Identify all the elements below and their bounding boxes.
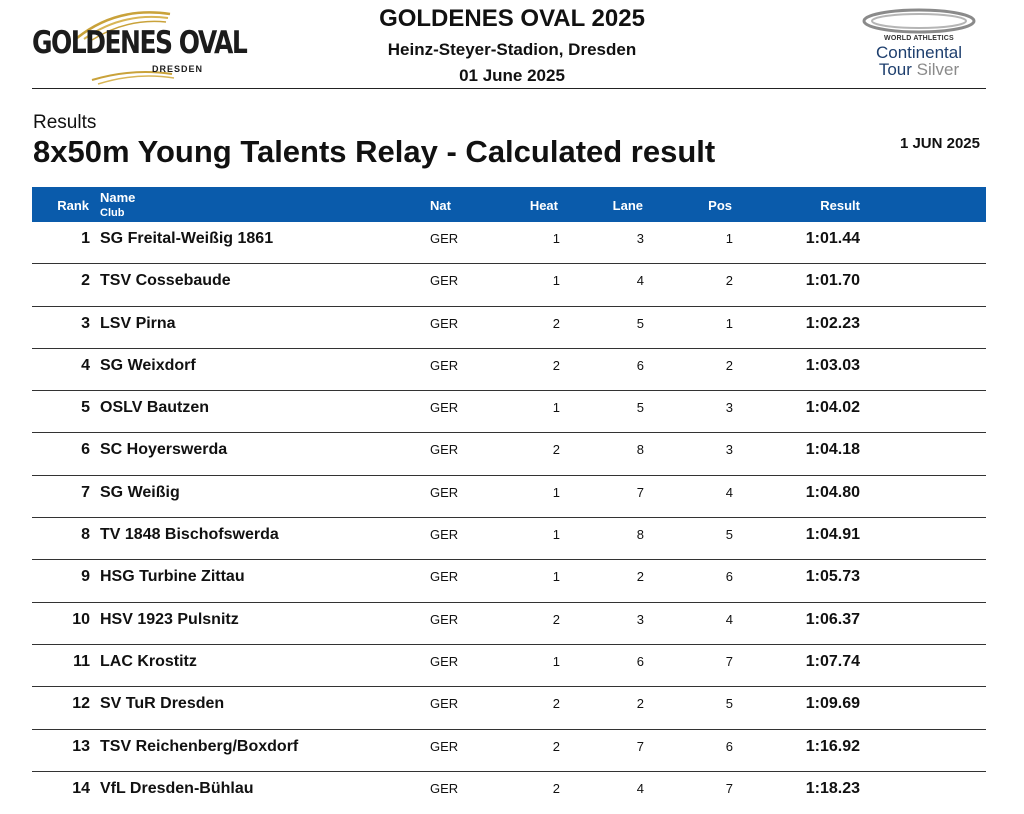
team-name-cell: SC Hoyerswerda <box>100 441 228 459</box>
logo-city-text: DRESDEN <box>151 64 203 74</box>
result-cell: 1:04.18 <box>805 441 860 459</box>
oval-track-icon <box>860 6 978 36</box>
table-row <box>32 476 986 518</box>
table-row <box>32 391 986 433</box>
team-name-cell: SG Weißig <box>100 483 180 501</box>
rank-cell: 8 <box>81 526 90 544</box>
heat-cell: 2 <box>552 442 560 458</box>
heat-cell: 2 <box>552 611 560 627</box>
rank-cell: 2 <box>81 272 90 290</box>
table-row <box>32 645 986 687</box>
nat-cell: GER <box>430 569 459 585</box>
nat-cell: GER <box>430 653 459 669</box>
team-name-cell: VfL Dresden-Bühlau <box>100 779 254 797</box>
nat-cell: GER <box>430 696 459 712</box>
lane-cell: 8 <box>636 527 644 543</box>
rank-cell: 4 <box>81 356 90 374</box>
logo-brand-text: GOLDENES OVAL <box>32 24 247 61</box>
heat-cell: 1 <box>552 400 560 416</box>
pos-cell: 1 <box>725 315 733 331</box>
table-row <box>32 603 986 645</box>
lane-cell: 5 <box>636 400 644 416</box>
tour-word: Tour <box>878 60 912 79</box>
team-name-cell: TV 1848 Bischofswerda <box>100 526 279 544</box>
team-name-cell: HSV 1923 Pulsnitz <box>100 610 239 628</box>
pos-cell: 5 <box>725 696 733 712</box>
rank-cell: 6 <box>81 441 90 459</box>
table-row <box>32 772 986 814</box>
result-cell: 1:04.80 <box>805 483 860 501</box>
nat-cell: GER <box>430 738 459 754</box>
rank-cell: 3 <box>81 314 90 332</box>
wa-label: WORLD ATHLETICS <box>884 35 954 42</box>
event-date: 1 JUN 2025 <box>899 135 980 152</box>
heat-cell: 2 <box>552 357 560 373</box>
pos-cell: 7 <box>725 653 733 669</box>
rank-cell: 10 <box>72 610 90 628</box>
nat-cell: GER <box>430 611 459 627</box>
col-rank: Rank <box>57 198 89 213</box>
rank-cell: 13 <box>72 737 90 755</box>
pos-cell: 3 <box>725 400 733 416</box>
table-row <box>32 518 986 560</box>
result-cell: 1:06.37 <box>805 610 860 628</box>
rank-cell: 5 <box>81 399 90 417</box>
lane-cell: 5 <box>636 315 644 331</box>
pos-cell: 7 <box>725 780 733 796</box>
col-pos: Pos <box>708 198 732 213</box>
rank-cell: 7 <box>81 483 90 501</box>
meeting-venue: Heinz-Steyer-Stadion, Dresden <box>387 40 637 59</box>
heat-cell: 1 <box>552 484 560 500</box>
team-name-cell: SG Freital-Weißig 1861 <box>100 230 274 247</box>
section-label: Results <box>33 112 97 133</box>
rank-cell: 12 <box>72 695 90 713</box>
rank-cell: 11 <box>73 652 90 670</box>
pos-cell: 6 <box>725 569 733 585</box>
heat-cell: 1 <box>552 273 560 289</box>
header-divider <box>32 88 986 89</box>
heat-cell: 1 <box>552 231 560 246</box>
result-cell: 1:03.03 <box>805 356 860 374</box>
rank-cell: 1 <box>81 230 90 247</box>
lane-cell: 2 <box>636 569 644 585</box>
heat-cell: 1 <box>552 569 560 585</box>
table-row <box>32 560 986 602</box>
nat-cell: GER <box>430 442 459 458</box>
meeting-title: GOLDENES OVAL 2025 <box>379 5 645 32</box>
lane-cell: 4 <box>636 273 644 289</box>
col-lane: Lane <box>612 198 643 213</box>
col-nat: Nat <box>430 198 451 213</box>
team-name-cell: SG Weixdorf <box>100 356 196 374</box>
result-cell: 1:09.69 <box>805 695 860 713</box>
lane-cell: 8 <box>636 442 644 458</box>
heat-cell: 2 <box>552 696 560 712</box>
results-table-header <box>32 187 986 222</box>
heat-cell: 2 <box>552 780 560 796</box>
lane-cell: 7 <box>636 738 644 754</box>
pos-cell: 2 <box>725 273 733 289</box>
heat-cell: 1 <box>552 653 560 669</box>
nat-cell: GER <box>430 357 459 373</box>
heat-cell: 1 <box>552 527 560 543</box>
pos-cell: 5 <box>725 527 733 543</box>
nat-cell: GER <box>430 780 459 796</box>
col-result: Result <box>820 198 860 213</box>
meeting-date: 01 June 2025 <box>459 66 565 85</box>
lane-cell: 4 <box>636 780 644 796</box>
result-cell: 1:04.02 <box>805 399 860 417</box>
lane-cell: 3 <box>636 611 644 627</box>
nat-cell: GER <box>430 315 459 331</box>
lane-cell: 6 <box>636 357 644 373</box>
pos-cell: 6 <box>725 738 733 754</box>
table-row <box>32 264 986 306</box>
table-row <box>32 730 986 772</box>
team-name-cell: TSV Cossebaude <box>100 272 231 290</box>
lane-cell: 3 <box>636 231 644 246</box>
rank-cell: 14 <box>72 779 90 797</box>
col-name: Name <box>100 190 136 205</box>
silver-word: Silver <box>916 60 960 79</box>
pos-cell: 1 <box>725 231 733 246</box>
pos-cell: 3 <box>725 442 733 458</box>
result-cell: 1:07.74 <box>805 652 860 670</box>
table-row <box>32 433 986 475</box>
team-name-cell: OSLV Bautzen <box>100 399 210 417</box>
pos-cell: 4 <box>725 484 733 500</box>
heat-cell: 2 <box>552 738 560 754</box>
table-row <box>32 222 986 264</box>
event-title: 8x50m Young Talents Relay - Calculated result <box>33 134 716 169</box>
team-name-cell: LSV Pirna <box>100 314 176 332</box>
results-table-body <box>32 222 986 814</box>
result-cell: 1:04.91 <box>805 526 860 544</box>
team-name-cell: HSG Turbine Zittau <box>100 568 245 586</box>
tour-label-level <box>858 60 980 80</box>
heat-cell: 2 <box>552 315 560 331</box>
world-athletics-logo <box>858 6 980 82</box>
team-name-cell: TSV Reichenberg/Boxdorf <box>100 737 299 755</box>
nat-cell: GER <box>430 273 459 289</box>
nat-cell: GER <box>430 527 459 543</box>
nat-cell: GER <box>430 231 459 246</box>
result-cell: 1:18.23 <box>805 779 860 797</box>
lane-cell: 7 <box>636 484 644 500</box>
result-cell: 1:05.73 <box>805 568 860 586</box>
nat-cell: GER <box>430 400 459 416</box>
team-name-cell: LAC Krostitz <box>100 652 197 670</box>
table-row <box>32 307 986 349</box>
nat-cell: GER <box>430 484 459 500</box>
table-row <box>32 687 986 729</box>
col-heat: Heat <box>529 198 558 213</box>
tour-label-continental: Continental <box>875 43 962 62</box>
result-cell: 1:16.92 <box>805 737 860 755</box>
pos-cell: 2 <box>725 357 733 373</box>
col-club: Club <box>100 207 125 219</box>
result-cell: 1:01.70 <box>805 272 860 290</box>
lane-cell: 6 <box>636 653 644 669</box>
pos-cell: 4 <box>725 611 733 627</box>
table-row <box>32 349 986 391</box>
result-cell: 1:01.44 <box>805 230 860 247</box>
result-cell: 1:02.23 <box>805 314 860 332</box>
lane-cell: 2 <box>636 696 644 712</box>
team-name-cell: SV TuR Dresden <box>100 695 225 713</box>
rank-cell: 9 <box>81 568 90 586</box>
